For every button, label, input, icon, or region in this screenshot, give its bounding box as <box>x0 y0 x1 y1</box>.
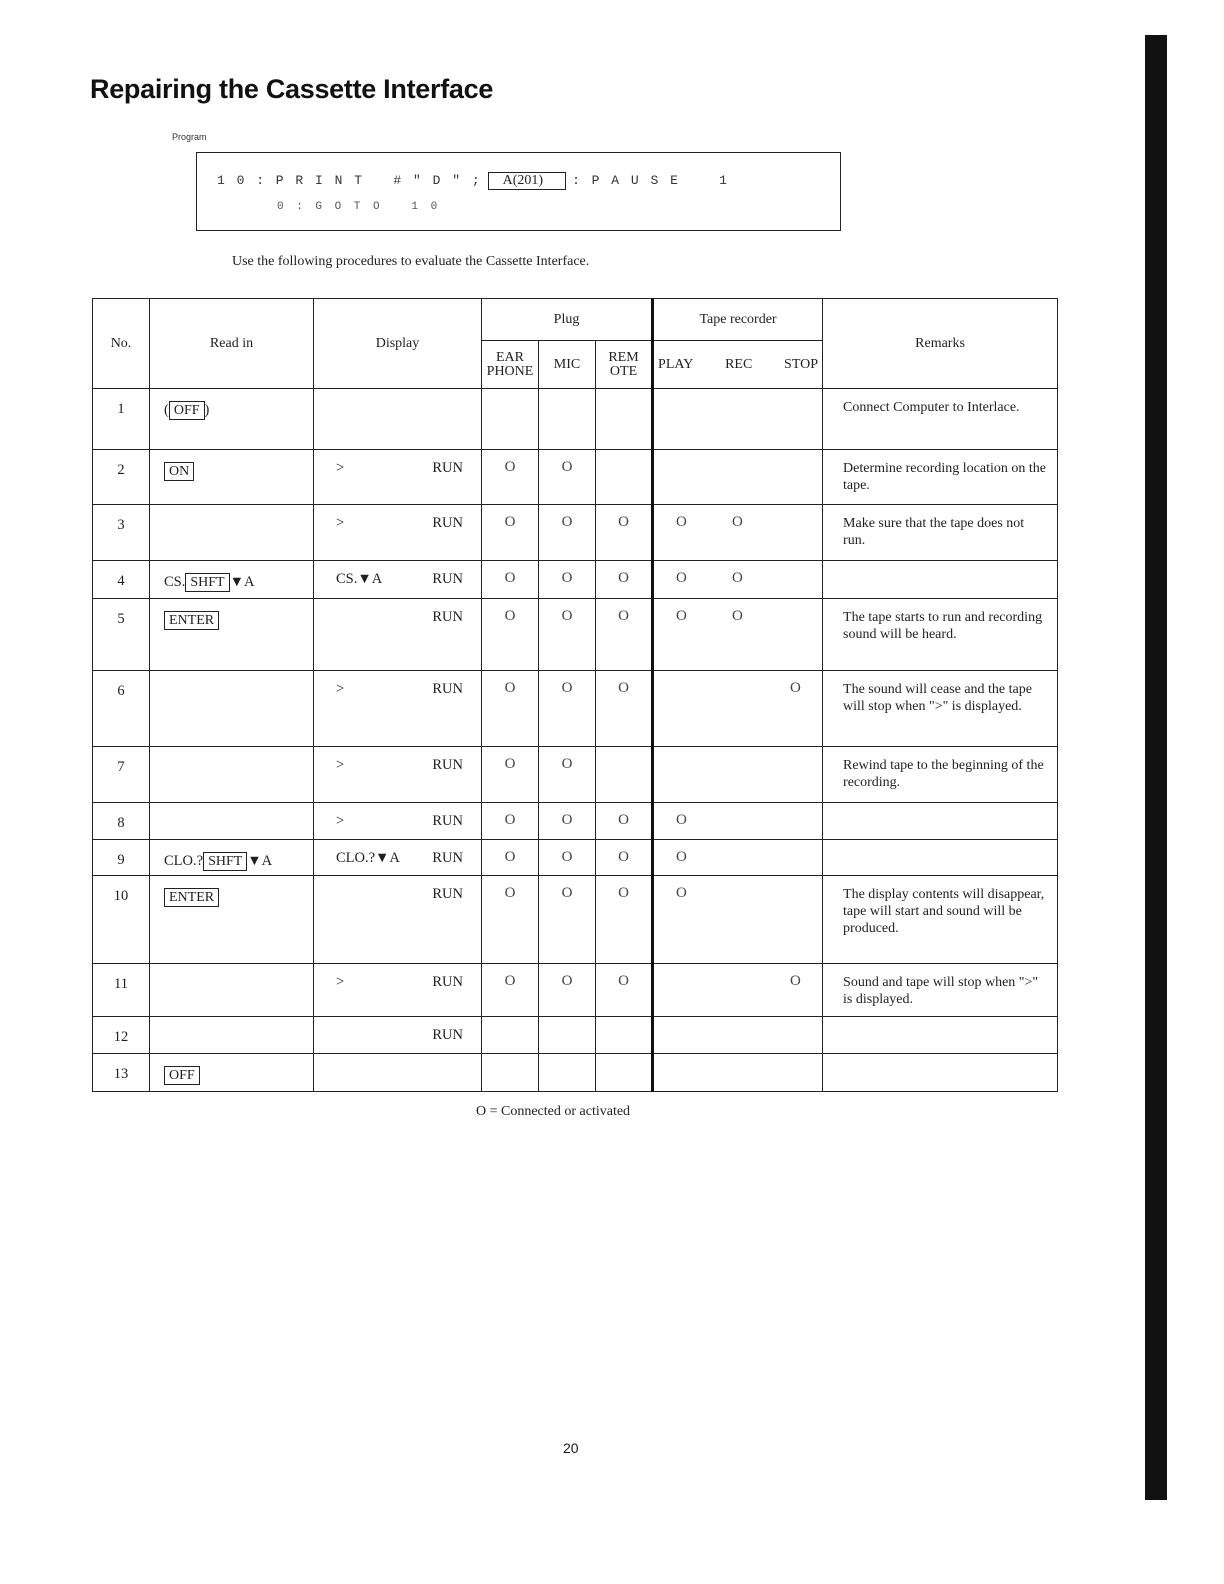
remarks-text: The display contents will disappear, tape will start and sound will be produced. <box>843 887 1045 936</box>
read-in-cell <box>150 876 314 964</box>
row-number-text: 6 <box>117 683 125 699</box>
remarks-cell <box>823 599 1058 671</box>
table-row <box>93 1054 1058 1092</box>
remarks-cell <box>823 876 1058 964</box>
read-in-cell <box>150 803 314 840</box>
display-cell <box>314 964 482 1017</box>
tape-recorder-cell <box>653 1054 823 1092</box>
connected-marker: O <box>561 459 573 475</box>
table-row <box>93 1017 1058 1054</box>
tape-rec-marker: O <box>732 514 743 530</box>
key-cap: SHFT <box>203 852 247 871</box>
remarks-text: Determine recording location on the tape. <box>843 461 1046 493</box>
display-prompt: CS.▼A <box>336 571 383 587</box>
remarks-cell <box>823 840 1058 876</box>
remarks-cell <box>823 1017 1058 1054</box>
tape-play-marker: O <box>676 885 687 901</box>
read-in-cell <box>150 450 314 505</box>
plug-rem-cell <box>596 599 653 671</box>
table-row <box>93 964 1058 1017</box>
connected-marker: O <box>561 680 573 696</box>
procedure-table-body <box>93 389 1058 1092</box>
row-number-text: 12 <box>113 1029 129 1045</box>
header-display: Display <box>314 299 482 389</box>
tape-recorder-cell <box>653 450 823 505</box>
tape-stop-marker: O <box>790 680 801 696</box>
display-cell <box>314 876 482 964</box>
display-mode: RUN <box>432 609 463 625</box>
row-number-text: 5 <box>117 611 125 627</box>
read-in-prefix: CLO.? <box>164 853 204 869</box>
plug-ear-cell <box>482 389 539 450</box>
program-line-1-right: : P A U S E 1 <box>572 173 729 188</box>
row-number-text: 7 <box>117 759 125 775</box>
remarks-text: Sound and tape will stop when ">" is displayed. <box>843 975 1039 1007</box>
connected-marker: O <box>561 514 573 530</box>
plug-mic-cell <box>539 747 596 803</box>
plug-ear-cell <box>482 561 539 599</box>
plug-rem-cell <box>596 671 653 747</box>
remarks-text: Make sure that the tape does not run. <box>843 516 1025 548</box>
row-number-text: 9 <box>117 852 125 868</box>
row-number <box>93 876 150 964</box>
read-in-cell <box>150 561 314 599</box>
header-read-in: Read in <box>150 299 314 389</box>
display-readout <box>314 681 481 698</box>
read-in-prefix: ( <box>164 402 169 418</box>
read-in-cell <box>150 505 314 561</box>
table-row <box>93 747 1058 803</box>
row-number <box>93 599 150 671</box>
read-in-cell <box>150 1017 314 1054</box>
remarks-cell <box>823 389 1058 450</box>
table-row <box>93 599 1058 671</box>
procedure-table <box>92 298 1058 1092</box>
connected-marker: O <box>504 973 516 989</box>
read-in-cell <box>150 671 314 747</box>
key-cap: OFF <box>169 401 205 420</box>
connected-marker: O <box>561 885 573 901</box>
plug-mic-cell <box>539 671 596 747</box>
plug-ear-cell <box>482 450 539 505</box>
table-row <box>93 389 1058 450</box>
read-in-cell <box>150 599 314 671</box>
display-cell <box>314 505 482 561</box>
remarks-text: The tape starts to run and recording sound will be heard. <box>843 610 1043 642</box>
display-mode: RUN <box>432 515 463 531</box>
row-number-text: 11 <box>114 976 128 992</box>
plug-ear-cell <box>482 505 539 561</box>
tape-stop-marker: O <box>790 973 801 989</box>
program-line-1 <box>217 172 729 190</box>
plug-rem-cell <box>596 1054 653 1092</box>
connected-marker: O <box>618 680 629 696</box>
display-cell <box>314 803 482 840</box>
tape-recorder-cell <box>653 671 823 747</box>
remarks-cell <box>823 1054 1058 1092</box>
plug-ear-cell <box>482 1017 539 1054</box>
display-cell <box>314 450 482 505</box>
intro-text: Use the following procedures to evaluate the Cassette Interface. <box>232 254 590 269</box>
display-readout <box>314 850 481 867</box>
row-number <box>93 964 150 1017</box>
row-number-text: 1 <box>117 401 125 417</box>
plug-mic-cell <box>539 389 596 450</box>
display-readout <box>314 974 481 991</box>
tape-play-marker: O <box>676 812 687 828</box>
plug-ear-cell <box>482 803 539 840</box>
plug-mic-cell <box>539 599 596 671</box>
plug-rem-cell <box>596 389 653 450</box>
display-prompt: > <box>336 757 345 773</box>
header-remote: REM OTE <box>596 341 653 389</box>
display-mode: RUN <box>432 460 463 476</box>
tape-recorder-cell <box>653 876 823 964</box>
connected-marker: O <box>561 570 573 586</box>
plug-ear-cell <box>482 671 539 747</box>
plug-ear-cell <box>482 840 539 876</box>
read-in-cell <box>150 840 314 876</box>
tape-recorder-cell <box>653 505 823 561</box>
tape-recorder-cell <box>653 747 823 803</box>
plug-ear-cell <box>482 876 539 964</box>
tape-play-marker: O <box>676 570 687 586</box>
header-rec: REC <box>725 356 753 372</box>
row-number-text: 13 <box>113 1066 129 1082</box>
remarks-text: The sound will cease and the tape will stop when ">" is displayed. <box>843 682 1032 714</box>
connected-marker: O <box>504 608 516 624</box>
display-mode: RUN <box>432 850 463 866</box>
display-readout <box>314 886 481 903</box>
read-in-suffix: ▼A <box>229 574 255 590</box>
read-in-cell <box>150 747 314 803</box>
tape-play-marker: O <box>676 608 687 624</box>
plug-rem-cell <box>596 505 653 561</box>
remarks-text: Rewind tape to the beginning of the recording. <box>843 758 1044 790</box>
program-line-1-left: 1 0 : P R I N T # " D " ; <box>217 173 482 188</box>
display-cell <box>314 1054 482 1092</box>
row-number <box>93 450 150 505</box>
plug-mic-cell <box>539 561 596 599</box>
program-listing <box>196 152 841 231</box>
connected-marker: O <box>504 849 516 865</box>
header-mic: MIC <box>539 341 596 389</box>
key-cap: OFF <box>164 1066 200 1085</box>
header-tape-buttons <box>653 341 823 389</box>
display-prompt: > <box>336 974 345 990</box>
connected-marker: O <box>504 570 516 586</box>
page-number: 20 <box>563 1440 579 1456</box>
display-readout <box>314 757 481 774</box>
display-mode: RUN <box>432 571 463 587</box>
key-cap: ENTER <box>164 611 219 630</box>
connected-marker: O <box>618 885 629 901</box>
tape-recorder-cell <box>653 964 823 1017</box>
header-no: No. <box>93 299 150 389</box>
remarks-cell <box>823 505 1058 561</box>
connected-marker: O <box>504 514 516 530</box>
tape-recorder-cell <box>653 561 823 599</box>
tape-recorder-cell <box>653 599 823 671</box>
row-number <box>93 747 150 803</box>
connected-marker: O <box>618 849 629 865</box>
display-mode: RUN <box>432 757 463 773</box>
display-prompt: > <box>336 515 345 531</box>
plug-mic-cell <box>539 803 596 840</box>
connected-marker: O <box>504 885 516 901</box>
header-earphone: EAR PHONE <box>482 341 539 389</box>
display-readout <box>314 515 481 532</box>
display-mode: RUN <box>432 886 463 902</box>
display-cell <box>314 599 482 671</box>
read-in-suffix: ) <box>204 402 210 418</box>
tape-recorder-cell <box>653 840 823 876</box>
display-prompt: > <box>336 681 345 697</box>
tape-play-marker: O <box>676 849 687 865</box>
plug-mic-cell <box>539 964 596 1017</box>
program-line-2: 0 : G O T O 1 0 <box>277 201 441 213</box>
connected-marker: O <box>618 570 629 586</box>
row-number <box>93 840 150 876</box>
plug-ear-cell <box>482 964 539 1017</box>
plug-mic-cell <box>539 1054 596 1092</box>
plug-rem-cell <box>596 803 653 840</box>
remarks-cell <box>823 964 1058 1017</box>
display-prompt: > <box>336 460 345 476</box>
connected-marker: O <box>618 514 629 530</box>
plug-ear-cell <box>482 747 539 803</box>
row-number <box>93 1017 150 1054</box>
row-number <box>93 505 150 561</box>
remarks-cell <box>823 671 1058 747</box>
display-cell <box>314 671 482 747</box>
plug-rem-cell <box>596 747 653 803</box>
tape-recorder-cell <box>653 389 823 450</box>
table-row <box>93 561 1058 599</box>
display-cell <box>314 561 482 599</box>
tape-rec-marker: O <box>732 570 743 586</box>
connected-marker: O <box>618 608 629 624</box>
row-number <box>93 671 150 747</box>
key-cap: ENTER <box>164 888 219 907</box>
program-boxed-value: A(201) <box>488 172 566 190</box>
display-mode: RUN <box>432 1027 463 1043</box>
table-row <box>93 450 1058 505</box>
tape-play-marker: O <box>676 514 687 530</box>
connected-marker: O <box>618 812 629 828</box>
connected-marker: O <box>561 973 573 989</box>
connected-marker: O <box>504 680 516 696</box>
row-number-text: 8 <box>117 815 125 831</box>
connected-marker: O <box>618 973 629 989</box>
key-cap: SHFT <box>185 573 229 592</box>
read-in-cell <box>150 389 314 450</box>
display-cell <box>314 747 482 803</box>
display-readout <box>314 1027 481 1044</box>
remarks-text: Connect Computer to Interlace. <box>843 400 1020 415</box>
page-title: Repairing the Cassette Interface <box>90 74 494 104</box>
display-prompt: > <box>336 813 345 829</box>
connected-marker: O <box>561 608 573 624</box>
table-row <box>93 803 1058 840</box>
remarks-cell <box>823 803 1058 840</box>
row-number <box>93 1054 150 1092</box>
key-cap: ON <box>164 462 194 481</box>
header-plug: Plug <box>482 299 653 341</box>
plug-rem-cell <box>596 876 653 964</box>
display-mode: RUN <box>432 681 463 697</box>
row-number-text: 3 <box>117 517 125 533</box>
connected-marker: O <box>561 812 573 828</box>
header-stop: STOP <box>784 356 819 372</box>
program-label: Program <box>172 132 207 142</box>
plug-mic-cell <box>539 450 596 505</box>
page-edge-bar <box>1145 35 1167 1500</box>
row-number <box>93 389 150 450</box>
display-readout <box>314 571 481 588</box>
read-in-cell <box>150 964 314 1017</box>
remarks-cell <box>823 747 1058 803</box>
table-row <box>93 671 1058 747</box>
row-number-text: 4 <box>117 573 125 589</box>
plug-ear-cell <box>482 599 539 671</box>
remarks-cell <box>823 450 1058 505</box>
table-row <box>93 840 1058 876</box>
plug-mic-cell <box>539 840 596 876</box>
connected-marker: O <box>504 756 516 772</box>
display-cell <box>314 840 482 876</box>
plug-mic-cell <box>539 876 596 964</box>
legend: O = Connected or activated <box>476 1104 631 1119</box>
plug-rem-cell <box>596 1017 653 1054</box>
plug-rem-cell <box>596 450 653 505</box>
header-remarks: Remarks <box>823 299 1058 389</box>
read-in-cell <box>150 1054 314 1092</box>
plug-rem-cell <box>596 964 653 1017</box>
table-row <box>93 505 1058 561</box>
row-number-text: 2 <box>117 462 125 478</box>
display-mode: RUN <box>432 974 463 990</box>
connected-marker: O <box>561 756 573 772</box>
connected-marker: O <box>561 849 573 865</box>
tape-rec-marker: O <box>732 608 743 624</box>
header-play: PLAY <box>658 356 694 372</box>
row-number-text: 10 <box>113 888 129 904</box>
read-in-suffix: ▼A <box>247 853 273 869</box>
display-readout <box>314 813 481 830</box>
row-number <box>93 561 150 599</box>
display-cell <box>314 1017 482 1054</box>
display-readout <box>314 609 481 626</box>
display-mode: RUN <box>432 813 463 829</box>
tape-recorder-cell <box>653 1017 823 1054</box>
read-in-prefix: CS. <box>164 574 186 590</box>
plug-rem-cell <box>596 561 653 599</box>
plug-mic-cell <box>539 1017 596 1054</box>
connected-marker: O <box>504 812 516 828</box>
row-number <box>93 803 150 840</box>
display-prompt: CLO.?▼A <box>336 850 400 866</box>
display-cell <box>314 389 482 450</box>
tape-recorder-cell <box>653 803 823 840</box>
plug-mic-cell <box>539 505 596 561</box>
header-tape-recorder: Tape recorder <box>653 299 823 341</box>
connected-marker: O <box>504 459 516 475</box>
table-row <box>93 876 1058 964</box>
plug-rem-cell <box>596 840 653 876</box>
remarks-cell <box>823 561 1058 599</box>
display-readout <box>314 460 481 477</box>
plug-ear-cell <box>482 1054 539 1092</box>
